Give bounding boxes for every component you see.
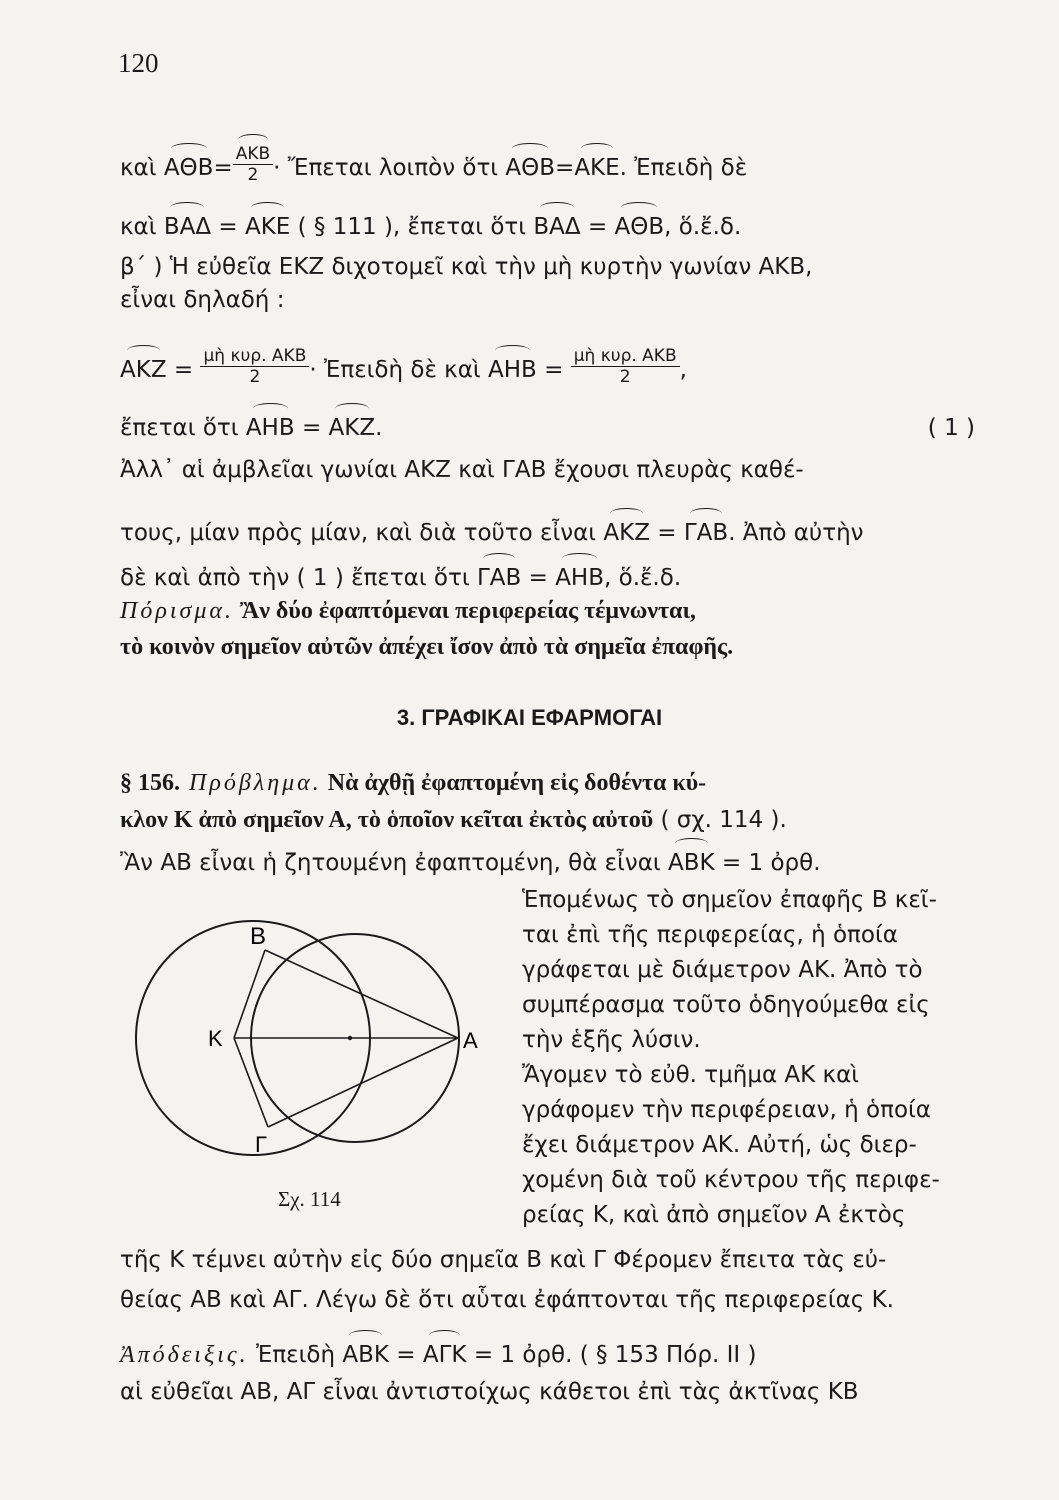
side-line-5: τὴν ἑξῆς λύσιν.: [522, 1027, 701, 1053]
angle-aob: ΑΘΒ: [163, 155, 214, 181]
side-line-3: γράφεται μὲ διάμετρον ΑΚ. Ἀπὸ τὸ: [522, 957, 923, 983]
text-line-1: καὶ ΑΘΒ= $\frac{\text{ΑΚΒ}}{2}$ · Ἔπεται λοιπὸν ὅτι ΑΘΒ=ΑΚΕ. Ἐπειδὴ δὲ: [120, 144, 748, 185]
fraction-non-convex-akb-2: $\frac{\text{μὴ κυρ. ΑΚΒ}}{2}$: [571, 346, 680, 387]
corollary-line-2: τὸ κοινὸν σημεῖον αὐτῶν ἀπέχει ἴσον ἀπὸ τὰ σημεῖα ἐπαφῆς.: [120, 634, 734, 660]
side-line-2: ται ἐπὶ τῆς περιφερείας, ἡ ὁποία: [522, 922, 898, 948]
text-line-4: εἶναι δηλαδή :: [120, 287, 285, 313]
equation-number: ( 1 ): [927, 415, 975, 441]
tangent-ag: [268, 1038, 458, 1127]
figure-caption: Σχ. 114: [278, 1187, 341, 1211]
label-g: Γ: [255, 1132, 268, 1157]
page-number: 120: [118, 48, 159, 78]
problem-line-2: κλον Κ ἀπὸ σημεῖον Α, τὸ ὁποῖον κεῖται ἐκτὸς αὐτοῦ ( σχ. 114 ).: [120, 807, 787, 833]
side-line-4: συμπέρασμα τοῦτο ὁδηγούμεθα εἰς: [522, 992, 930, 1018]
label-k: Κ: [208, 1026, 223, 1051]
fraction-akb-2: $\frac{\text{ΑΚΒ}}{2}$: [233, 144, 273, 185]
side-line-10: ρείας Κ, καὶ ἀπὸ σημεῖον Α ἐκτὸς: [522, 1202, 906, 1228]
tail-line-1: τῆς Κ τέμνει αὐτὴν εἰς δύο σημεῖα Β καὶ Γ Φέρομεν ἔπειτα τὰς εὐ-: [120, 1247, 887, 1273]
label-a: Α: [463, 1028, 478, 1053]
text-line-6: ἔπεται ὅτι ΑΗΒ = ΑΚΖ. ( 1 ): [120, 415, 975, 441]
text-line-7: Ἀλλ᾽ αἱ ἀμβλεῖαι γωνίαι ΑΚΖ καὶ ΓΑΒ ἔχουσι πλευρὰς καθέ-: [120, 457, 804, 483]
figure-114: [130, 923, 510, 1185]
center-dot: [348, 1036, 352, 1040]
fraction-non-convex-akb: $\frac{\text{μὴ κυρ. ΑΚΒ}}{2}$: [200, 346, 309, 387]
side-line-1: Ἑπομένως τὸ σημεῖον ἐπαφῆς Β κεῖ-: [522, 887, 937, 913]
section-title: 3. ΓΡΑΦΙΚΑΙ ΕΦΑΡΜΟΓΑΙ: [396, 705, 663, 730]
text-line-3: β΄ ) Ἡ εὐθεῖα ΕΚΖ διχοτομεῖ καὶ τὴν μὴ κυρτὴν γωνίαν ΑΚΒ,: [120, 254, 813, 280]
text-line-2: καὶ ΒΑΔ = ΑΚΕ ( § 111 ), ἔπεται ὅτι ΒΑΔ = ΑΘΒ, ὅ.ἔ.δ.: [120, 214, 742, 240]
text-line-9: δὲ καὶ ἀπὸ τὴν ( 1 ) ἔπεται ὅτι ΓΑΒ = ΑΗΒ, ὅ.ἔ.δ.: [120, 565, 682, 591]
tangent-ab: [265, 950, 458, 1038]
proof-line-1: Ἀπόδειξις. Ἐπειδὴ ΑΒΚ = ΑΓΚ = 1 ὀρθ. ( § 153 Πόρ. ΙΙ ): [120, 1342, 757, 1368]
problem-line-3: Ἂν ΑΒ εἶναι ἡ ζητουμένη ἐφαπτομένη, θὰ εἶναι ΑΒΚ = 1 ὀρθ.: [120, 850, 821, 876]
corollary-line-1: Πόρισμα. Ἂν δύο ἐφαπτόμεναι περιφερείας τέμνωνται,: [120, 598, 696, 624]
label-b: Β: [250, 923, 267, 950]
proof-line-2: αἱ εὐθεῖαι ΑΒ, ΑΓ εἶναι ἀντιστοίχως κάθετοι ἐπὶ τὰς ἀκτῖνας ΚΒ: [120, 1379, 859, 1405]
side-line-8: ἔχει διάμετρον ΑΚ. Αὐτή, ὡς διερ-: [522, 1132, 917, 1158]
side-line-7: γράφομεν τὴν περιφέρειαν, ἡ ὁποία: [522, 1097, 931, 1123]
side-line-6: Ἄγομεν τὸ εὐθ. τμῆμα ΑΚ καὶ: [522, 1062, 860, 1088]
tail-line-2: θείας ΑΒ καὶ ΑΓ. Λέγω δὲ ὅτι αὗται ἐφάπτονται τῆς περιφερείας Κ.: [120, 1287, 894, 1313]
side-line-9: χομένη διὰ τοῦ κέντρου τῆς περιφε-: [522, 1167, 940, 1193]
text-line-8: τους, μίαν πρὸς μίαν, καὶ διὰ τοῦτο εἶναι ΑΚΖ = ΓΑΒ. Ἀπὸ αὐτὴν: [120, 520, 864, 546]
problem-line-1: § 156. Πρόβλημα. Νὰ ἀχθῇ ἐφαπτομένη εἰς δοθέντα κύ-: [120, 770, 707, 796]
text-line-5: ΑΚΖ = $\frac{\text{μὴ κυρ. ΑΚΒ}}{2}$ · Ἐπειδὴ δὲ καὶ ΑΗΒ = $\frac{\text{μὴ κυρ. ΑΚΒ}}{2}$ ,: [120, 346, 687, 387]
